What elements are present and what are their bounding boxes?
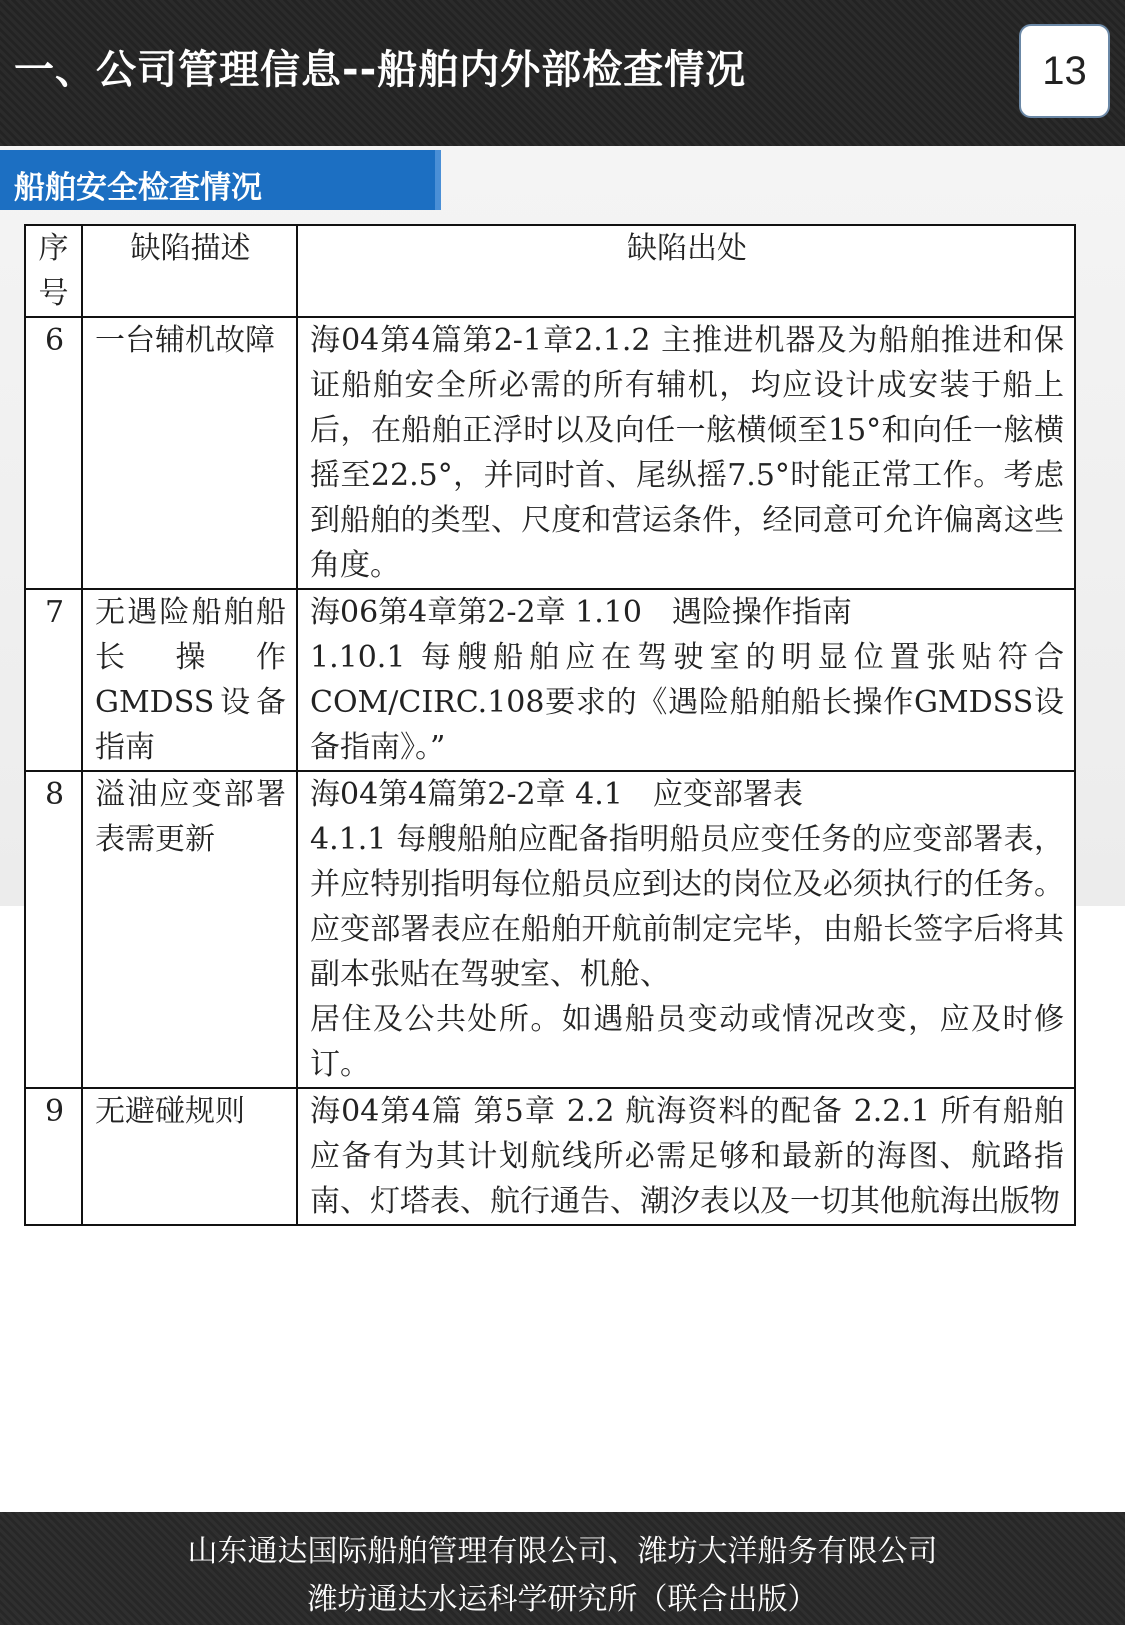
row-number: 7 [25, 589, 82, 771]
source-line: 海04第4篇第2-1章2.1.2 主推进机器及为船舶推进和保证船舶安全所必需的所有辅机，均应设计成安装于船上后，在船舶正浮时以及向任一舷横倾至15°和向任一舷横摇至22.5°，并同时首、尾纵摇7.5°时能正常工作。考虑到船舶的类型、尺度和营运条件，经同意可允许偏离这些角度。 [310, 323, 1064, 583]
defect-description: 溢油应变部署表需更新 [82, 771, 297, 1088]
source-line: 海04第4篇第2-2章 4.1 应变部署表 [310, 777, 803, 812]
defect-source [297, 317, 1075, 589]
source-line: 海04第4篇 第5章 2.2 航海资料的配备 2.2.1 所有船舶应备有为其计划航线所必需足够和最新的海图、航路指南、灯塔表、航行通告、潮汐表以及一切其他航海出版物 [310, 1094, 1064, 1219]
row-number: 8 [25, 771, 82, 1088]
table-row [25, 771, 1075, 1088]
table-row [25, 1088, 1075, 1225]
section-header-bar [0, 150, 441, 210]
defect-description: 无避碰规则 [82, 1088, 297, 1225]
defect-source [297, 589, 1075, 771]
table-row [25, 317, 1075, 589]
defect-source [297, 771, 1075, 1088]
header-description: 缺陷描述 [82, 225, 297, 317]
header-source: 缺陷出处 [297, 225, 1075, 317]
page-title: 一、公司管理信息--船舶内外部检查情况 [14, 47, 747, 93]
defect-description: 无遇险船舶船长操作GMDSS设备指南 [82, 589, 297, 771]
source-line: 1.10.1 每艘船舶应在驾驶室的明显位置张贴符合COM/CIRC.108要求的《遇险船舶船长操作GMDSS设备指南》。” [310, 640, 1064, 765]
section-title: 船舶安全检查情况 [14, 170, 262, 206]
page-number-badge: 13 [1019, 24, 1110, 118]
table-row [25, 589, 1075, 771]
defects-table [24, 224, 1076, 1226]
row-number: 6 [25, 317, 82, 589]
source-line: 居住及公共处所。如遇船员变动或情况改变，应及时修订。 [310, 1002, 1064, 1082]
footer-bar [0, 1512, 1125, 1625]
header-no: 序号 [25, 225, 82, 317]
defect-description: 一台辅机故障 [82, 317, 297, 589]
footer-publisher-line-1: 山东通达国际船舶管理有限公司、潍坊大洋船务有限公司 [187, 1534, 938, 1569]
table-header-row [25, 225, 1075, 317]
row-number: 9 [25, 1088, 82, 1225]
source-line: 海06第4章第2-2章 1.10 遇险操作指南 [310, 595, 852, 630]
header-bar [0, 0, 1125, 146]
defect-source [297, 1088, 1075, 1225]
source-line: 4.1.1 每艘船舶应配备指明船员应变任务的应变部署表，并应特别指明每位船员应到达的岗位及必须执行的任务。 应变部署表应在船舶开航前制定完毕，由船长签字后将其副本张贴在驾驶室、机舱、 [310, 822, 1074, 992]
footer-publisher-line-2: 潍坊通达水运科学研究所（联合出版） [307, 1582, 818, 1617]
